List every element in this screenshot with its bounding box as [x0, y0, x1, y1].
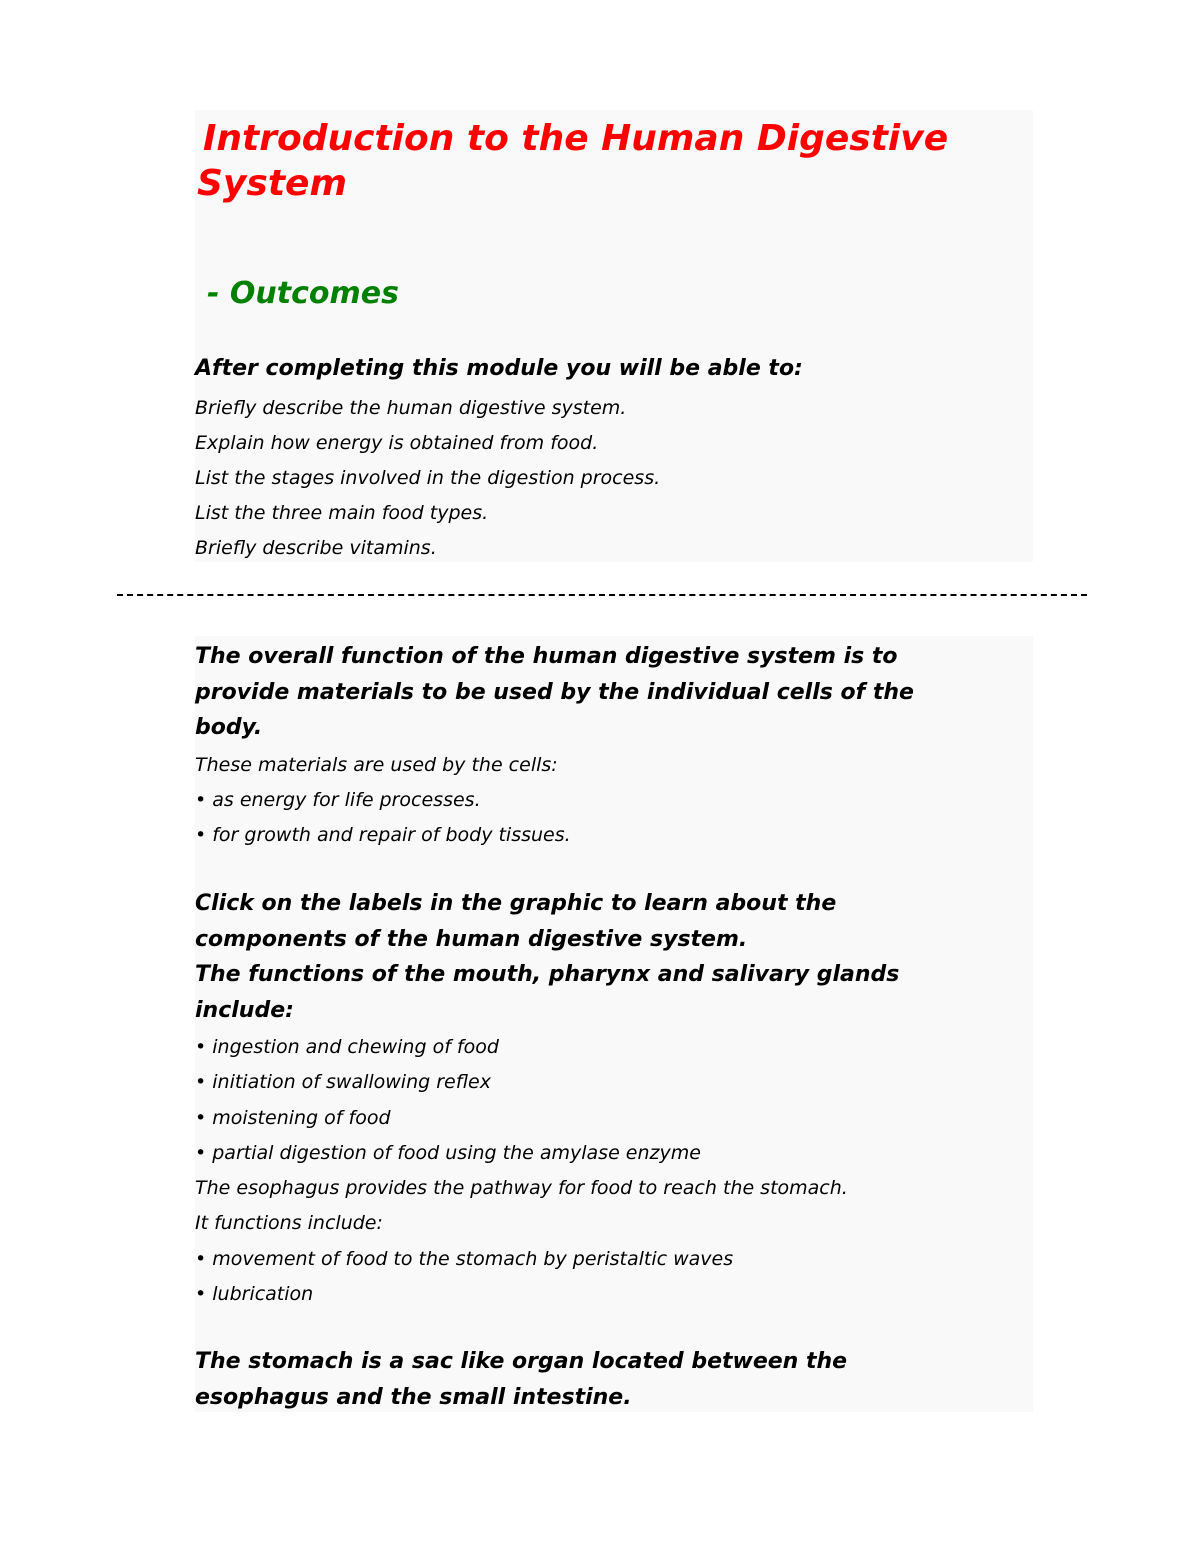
- list-item: • as energy for life processes.: [195, 788, 481, 811]
- list-item: • lubrication: [195, 1283, 314, 1306]
- esophagus-lead: It functions include:: [195, 1212, 383, 1235]
- page-title: [197, 116, 1033, 206]
- list-item: • partial digestion of food using the amylase enzyme: [195, 1141, 701, 1164]
- page-title-line2: System: [197, 163, 347, 204]
- section-divider: [117, 594, 1087, 596]
- list-item: • moistening of food: [195, 1106, 391, 1129]
- content-section: [195, 636, 1033, 1412]
- list-item: • movement of food to the stomach by peristaltic waves: [195, 1247, 734, 1270]
- list-item: List the three main food types.: [195, 502, 489, 524]
- outcomes-heading: - Outcomes: [207, 276, 399, 311]
- function-section: [195, 639, 1025, 853]
- stomach-section: [195, 1344, 1025, 1415]
- page-title-line1: Introduction to the Human Digestive: [203, 118, 949, 159]
- function-heading: The overall function of the human digestive system is to provide materials to be used by the individual cells of the body.: [195, 644, 914, 740]
- mouth-heading: The functions of the mouth, pharynx and salivary glands include:: [195, 962, 900, 1023]
- outcomes-lead: After completing this module you will be able to:: [195, 356, 803, 381]
- list-item: • initiation of swallowing reflex: [195, 1071, 491, 1094]
- outcomes-list: [195, 391, 660, 566]
- stomach-heading: The stomach is a sac like organ located between the esophagus and the small intestine.: [195, 1349, 848, 1410]
- function-intro: These materials are used by the cells:: [195, 753, 558, 776]
- list-item: Briefly describe vitamins.: [195, 537, 437, 559]
- esophagus-intro: The esophagus provides the pathway for food to reach the stomach.: [195, 1177, 848, 1200]
- outcomes-section: [195, 110, 1033, 562]
- list-item: List the stages involved in the digestion process.: [195, 467, 661, 489]
- list-item: • ingestion and chewing of food: [195, 1036, 499, 1058]
- list-item: • for growth and repair of body tissues.: [195, 824, 571, 847]
- list-item: Explain how energy is obtained from food.: [195, 432, 599, 454]
- list-item: Briefly describe the human digestive system.: [195, 397, 627, 419]
- components-section: [195, 886, 1025, 1312]
- components-heading: Click on the labels in the graphic to learn about the components of the human digestive system.: [195, 891, 837, 952]
